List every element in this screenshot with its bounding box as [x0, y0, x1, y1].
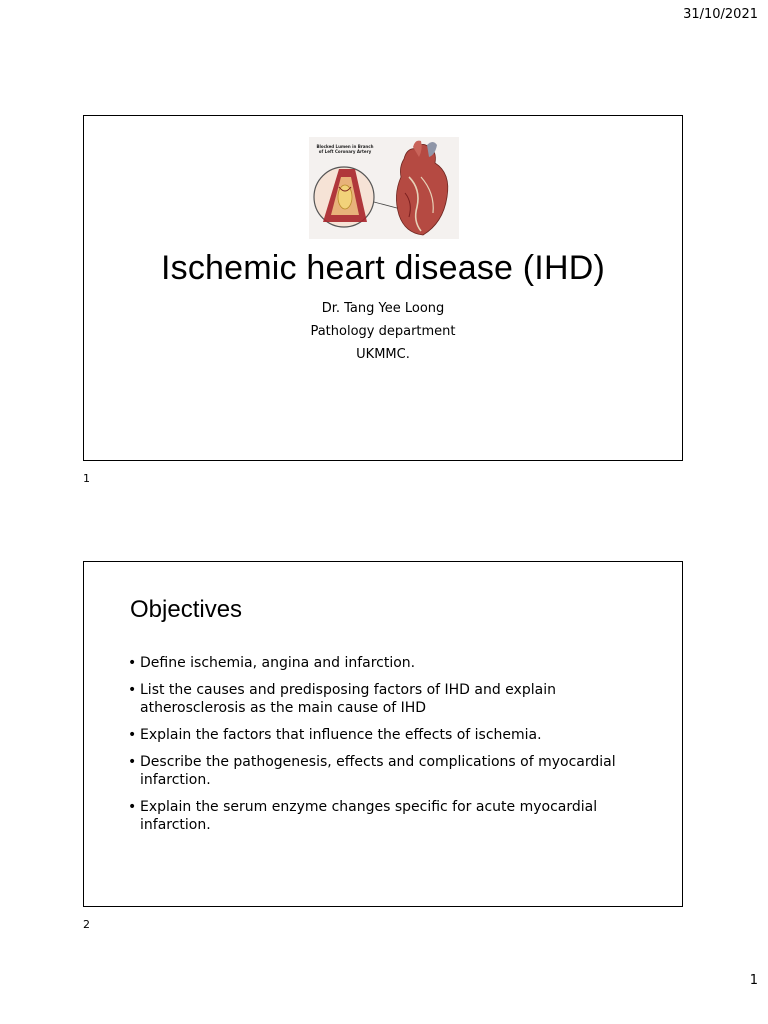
- list-item: • Define ischemia, angina and infarction.: [128, 654, 648, 672]
- slide-number: 2: [83, 918, 90, 931]
- objectives-list: [128, 654, 648, 843]
- heart-artery-illustration: [309, 137, 459, 239]
- author-name: Dr. Tang Yee Loong: [321, 301, 445, 316]
- slide-2: [83, 561, 683, 907]
- slide-title: Objectives: [130, 596, 243, 623]
- slide-1: [83, 115, 683, 461]
- slide-number: 1: [83, 472, 90, 485]
- list-item: • List the causes and predisposing factors of IHD and explain atherosclerosis as the main cause of IHD: [128, 681, 648, 717]
- institution-name: UKMMC.: [356, 347, 410, 362]
- list-item: • Explain the factors that influence the effects of ischemia.: [128, 726, 648, 744]
- heart-artery-icon: [309, 137, 459, 239]
- page-date: 31/10/2021: [683, 7, 758, 22]
- slide-title: Ischemic heart disease (IHD): [161, 249, 605, 287]
- list-item: • Describe the pathogenesis, effects and complications of myocardial infarction.: [128, 753, 648, 789]
- illustration-caption: Blocked Lumen in Branch of Left Coronary Artery: [316, 144, 374, 154]
- page-number: 1: [749, 973, 758, 988]
- list-item: • Explain the serum enzyme changes specific for acute myocardial infarction.: [128, 798, 648, 834]
- department-name: Pathology department: [310, 324, 456, 339]
